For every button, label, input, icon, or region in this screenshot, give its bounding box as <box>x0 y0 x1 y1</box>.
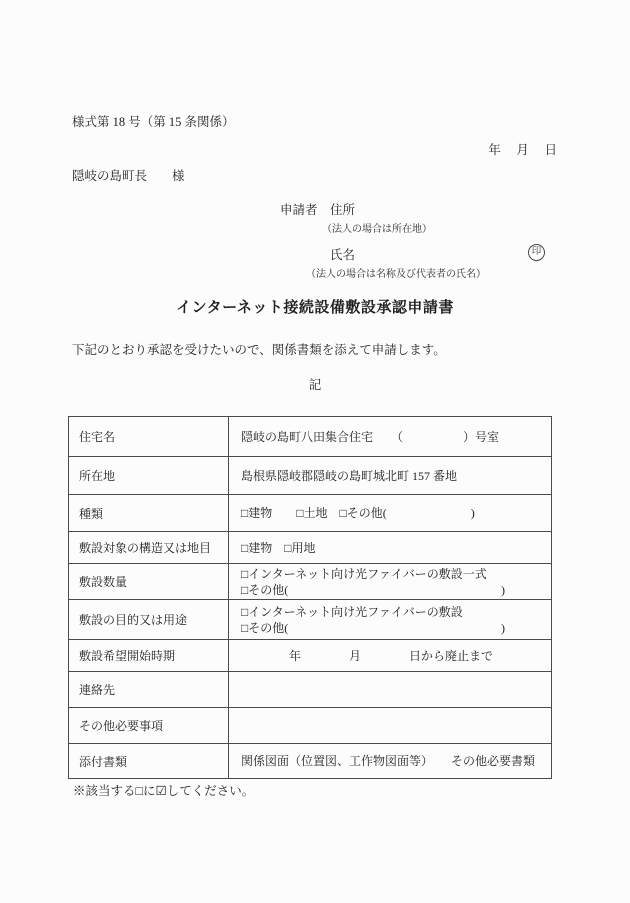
row-value <box>229 495 551 531</box>
value-text: □インターネット向け光ファイバーの敷設 <box>241 604 463 619</box>
value-line <box>241 582 541 598</box>
row-label: 添付書類 <box>69 744 229 778</box>
table-row <box>69 707 551 743</box>
row-label: 連絡先 <box>69 672 229 707</box>
addressee: 隠岐の島町長 様 <box>72 169 185 183</box>
row-value <box>229 744 551 778</box>
row-value <box>229 672 551 707</box>
row-value <box>229 640 551 671</box>
heading-ki: 記 <box>308 378 322 392</box>
table-row <box>69 417 551 456</box>
table-row <box>69 671 551 707</box>
value-text: □建物 □用地 <box>241 540 316 555</box>
row-value <box>229 457 551 494</box>
applicant-address-label: 住所 <box>330 203 356 217</box>
table-row <box>69 531 551 563</box>
row-label: その他必要事項 <box>69 708 229 743</box>
fill-spacer <box>288 620 501 636</box>
value-line <box>241 566 541 582</box>
value-text: 隠岐の島町八田集合住宅 （ ）号室 <box>241 429 500 444</box>
footnote: ※該当する□に☑してください。 <box>73 784 255 798</box>
row-label: 所在地 <box>69 457 229 494</box>
row-value <box>229 532 551 563</box>
row-label: 住宅名 <box>69 417 229 456</box>
table-row <box>69 563 551 599</box>
row-value <box>229 417 551 456</box>
row-value <box>229 564 551 599</box>
seal-icon: 印 <box>528 244 545 261</box>
close-paren: ) <box>501 582 505 597</box>
date-line: 年 月 日 <box>488 143 557 157</box>
table-row <box>69 494 551 531</box>
value-text: 関係図面（位置図、工作物図面等） その他必要書類 <box>241 754 536 768</box>
row-value <box>229 600 551 639</box>
row-label: 敷設の目的又は用途 <box>69 600 229 639</box>
value-line <box>241 505 541 521</box>
value-line <box>241 429 541 445</box>
value-text: □建物 □土地 □その他( ) <box>241 506 475 520</box>
form-number: 様式第 18 号（第 15 条関係） <box>72 115 235 129</box>
table-row <box>69 456 551 494</box>
row-label: 種類 <box>69 495 229 531</box>
page-title: インターネット接続設備敷設承認申請書 <box>176 300 454 316</box>
value-text: 島根県隠岐郡隠岐の島町城北町 157 番地 <box>241 468 458 483</box>
row-label: 敷設数量 <box>69 564 229 599</box>
application-table <box>68 416 552 779</box>
value-line <box>241 620 541 636</box>
intro-sentence: 下記のとおり承認を受けたいので、関係書類を添えて申請します。 <box>72 343 446 357</box>
row-label: 敷設希望開始時期 <box>69 640 229 671</box>
applicant-address-note: （法人の場合は所在地） <box>322 224 432 235</box>
table-row <box>69 639 551 671</box>
fill-spacer <box>288 582 501 598</box>
value-text: 年 月 日から廃止まで <box>288 648 493 663</box>
table-row <box>69 743 551 778</box>
applicant-name-note: （法人の場合は名称及び代表者の氏名） <box>306 269 486 280</box>
value-text: □インターネット向け光ファイバーの敷設一式 <box>241 566 487 581</box>
table-row <box>69 599 551 639</box>
row-value <box>229 708 551 743</box>
row-label: 敷設対象の構造又は地目 <box>69 532 229 563</box>
value-text: □その他( <box>241 582 289 597</box>
value-line <box>241 540 541 556</box>
applicant-label: 申請者 <box>280 203 318 217</box>
value-line <box>241 648 541 664</box>
value-line <box>241 468 541 484</box>
applicant-name-label: 氏名 <box>330 248 356 262</box>
value-text: □その他( <box>241 620 289 635</box>
value-line <box>241 753 541 769</box>
value-line <box>241 604 541 620</box>
close-paren: ) <box>501 620 505 635</box>
